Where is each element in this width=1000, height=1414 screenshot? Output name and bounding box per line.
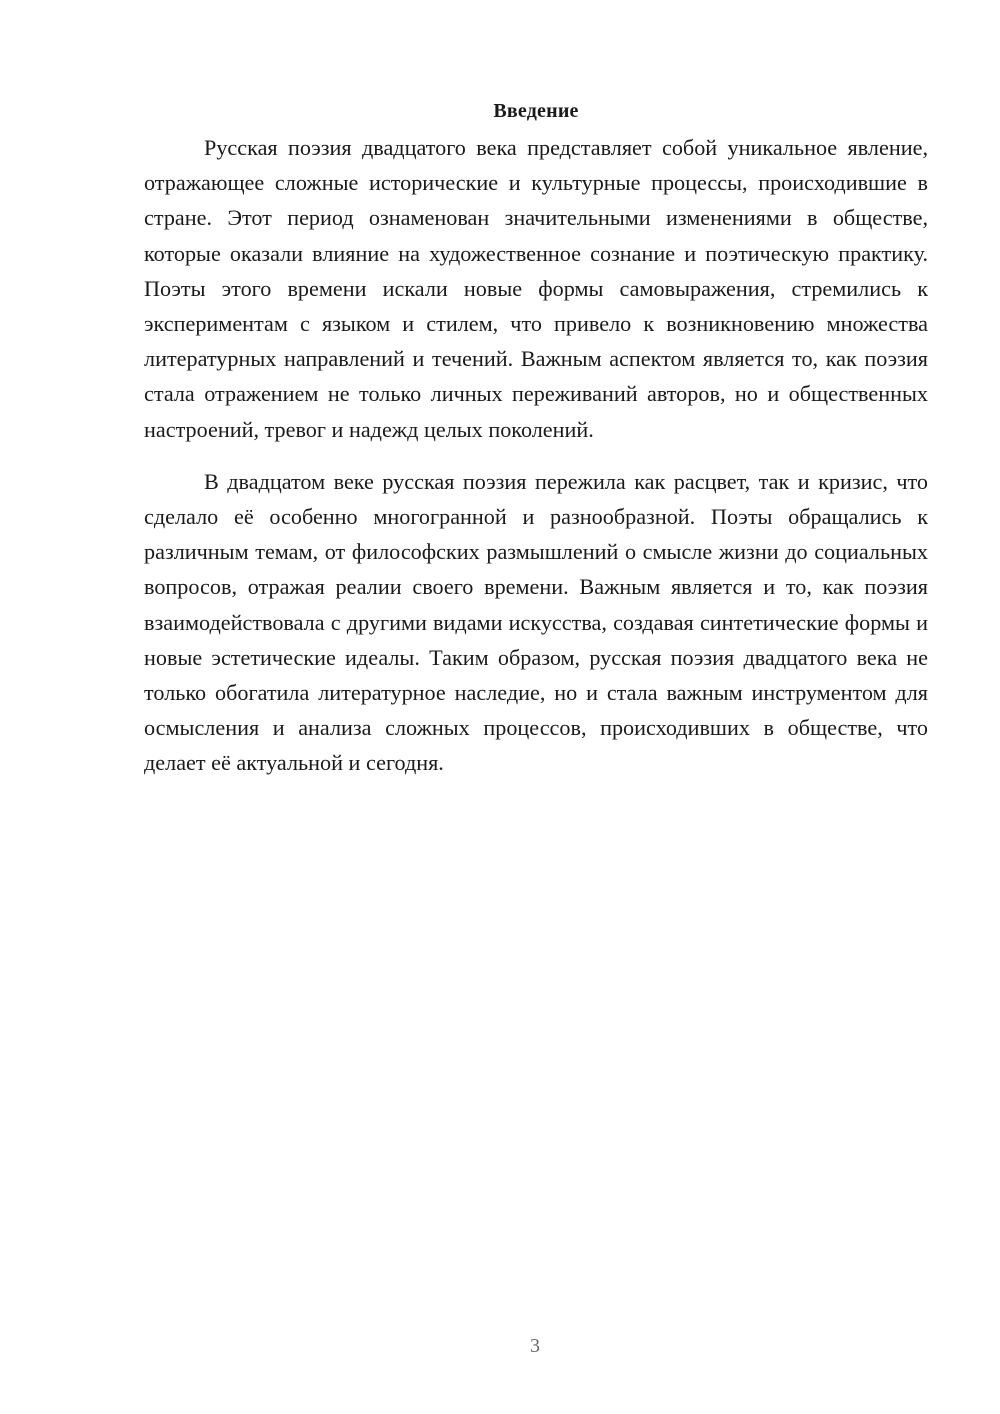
page-number: 3 bbox=[530, 1335, 540, 1357]
section-heading: Введение bbox=[493, 100, 579, 122]
page-content bbox=[144, 96, 928, 781]
paragraph-1: Русская поэзия двадцатого века представляет собой уникальное явление, отражающее сложные исторические и культурные процессы, происходившие в стране. Этот период ознаменован значительными изменениями в обществе, которые оказали влияние на художественное сознание и поэтическую практику. Поэты этого времени искали новые формы самовыражения, стремились к экспериментам с языком и стилем, что привело к возникновению множества литературных направлений и течений. Важным аспектом является то, как поэзия стала отражением не только личных переживаний авторов, но и общественных настроений, тревог и надежд целых поколений. bbox=[144, 135, 928, 442]
paragraph-2: В двадцатом веке русская поэзия пережила как расцвет, так и кризис, что сделало её особенно многогранной и разнообразной. Поэты обращались к различным темам, от философских размышлений о смысле жизни до социальных вопросов, отражая реалии своего времени. Важным является и то, как поэзия взаимодействовала с другими видами искусства, создавая синтетические формы и новые эстетические идеалы. Таким образом, русская поэзия двадцатого века не только обогатила литературное наследие, но и стала важным инструментом для осмысления и анализа сложных процессов, происходивших в обществе, что делает её актуальной и сегодня. bbox=[144, 468, 928, 776]
